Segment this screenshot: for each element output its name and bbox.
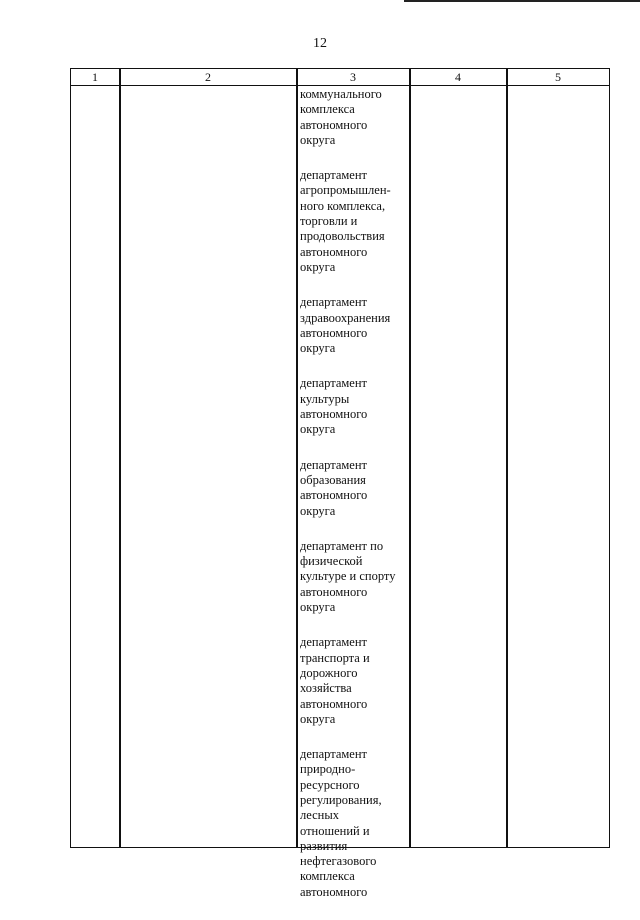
entry-text-line: департамент xyxy=(300,457,368,472)
entry-text-line: комплекса xyxy=(300,869,355,884)
column-divider-1 xyxy=(119,69,121,847)
entry-text-line: округа xyxy=(300,600,336,615)
entry-text-line: округа xyxy=(300,132,336,147)
column-header-1: 1 xyxy=(92,70,98,84)
entry-text-line: округа xyxy=(300,422,336,437)
entry-text-line: ресурсного xyxy=(300,777,360,792)
entry-text-line: отношений и xyxy=(300,823,370,838)
column-divider-4 xyxy=(506,69,508,847)
entry-text-line: продовольствия xyxy=(300,229,385,244)
entry-text-line: департамент xyxy=(300,635,368,650)
department-entry xyxy=(300,539,406,615)
entry-text-line: автономного xyxy=(300,696,368,711)
column-header-2: 2 xyxy=(205,70,211,84)
column-header-4: 4 xyxy=(455,70,461,84)
entry-text-line: развития xyxy=(300,838,348,853)
department-entry xyxy=(300,458,406,519)
entry-text-line: транспорта и xyxy=(300,650,370,665)
entry-text-line: нефтегазового xyxy=(300,854,377,869)
entry-text-line: автономного xyxy=(300,488,368,503)
column-header-3: 3 xyxy=(350,70,356,84)
entry-text-line: торговли и xyxy=(300,214,358,229)
entry-text-line: автономного xyxy=(300,325,368,340)
entry-text-line: округа xyxy=(300,259,336,274)
entry-text-line: автономного xyxy=(300,244,368,259)
entry-text-line: регулирования, xyxy=(300,792,382,807)
entry-text-line: образования xyxy=(300,472,366,487)
entry-text-line: агропромышлен- xyxy=(300,183,391,198)
column-3-cell xyxy=(300,87,406,920)
entry-text-line: автономного xyxy=(300,407,368,422)
department-entry xyxy=(300,295,406,356)
entry-text-line: комплекса xyxy=(300,102,355,117)
department-entry xyxy=(300,635,406,727)
entry-text-line: коммунального xyxy=(300,87,382,101)
entry-text-line: округа xyxy=(300,341,336,356)
entry-text-line: культуре и спорту xyxy=(300,569,396,584)
department-entry xyxy=(300,168,406,275)
entry-text-line: здравоохранения xyxy=(300,310,391,325)
department-entry xyxy=(300,376,406,437)
entry-text-line: хозяйства xyxy=(300,681,352,696)
entry-text-line: ного комплекса, xyxy=(300,198,386,213)
table-header-row xyxy=(71,69,609,86)
column-divider-3 xyxy=(409,69,411,847)
entry-text-line: физической xyxy=(300,554,363,569)
entry-text-line: автономного xyxy=(300,584,368,599)
column-header-5: 5 xyxy=(555,70,561,84)
entry-text-line: департамент xyxy=(300,376,368,391)
entry-text-line: департамент по xyxy=(300,538,384,553)
document-table xyxy=(70,68,610,899)
entry-text-line: округа xyxy=(300,503,336,518)
department-entry xyxy=(300,747,406,900)
entry-text-line: департамент xyxy=(300,747,368,762)
page-number: 12 xyxy=(313,36,327,51)
entry-text-line: дорожного xyxy=(300,665,358,680)
entry-text-line: автономного xyxy=(300,117,368,132)
entry-text-line: автономного xyxy=(300,884,368,899)
top-edge-rule xyxy=(404,0,640,2)
entry-text-line: лесных xyxy=(300,808,339,823)
entry-text-line: департамент xyxy=(300,295,368,310)
department-entry xyxy=(300,87,406,148)
column-divider-2 xyxy=(296,69,298,847)
entry-text-line: природно- xyxy=(300,762,356,777)
entry-text-line: департамент xyxy=(300,168,368,183)
entry-text-line: округа xyxy=(300,711,336,726)
entry-text-line: культуры xyxy=(300,391,350,406)
